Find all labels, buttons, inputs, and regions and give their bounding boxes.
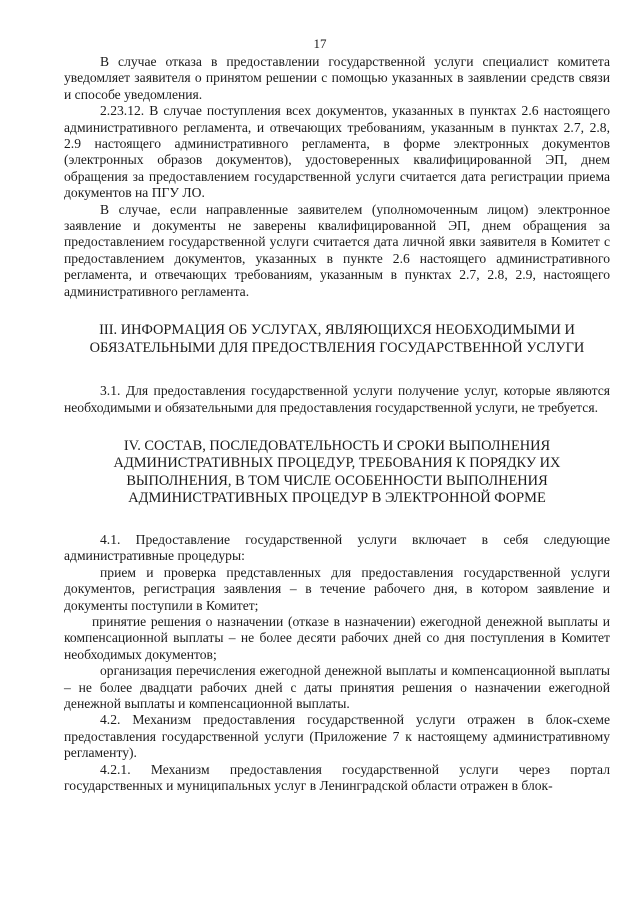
list-item-procedure-reception: прием и проверка представленных для предоставления государственной услуги документов, регистрация заявления – в течение рабочего дня, в котором заявление и документы поступили в Комитет;	[64, 564, 610, 613]
paragraph-4-2: 4.2. Механизм предоставления государственной услуги отражен в блок-схеме предоставления государственной услуги (Приложение 7 к настоящему административному регламенту).	[64, 712, 610, 761]
list-item-procedure-decision: принятие решения о назначении (отказе в назначении) ежегодной денежной выплаты и компенсационной выплаты – не более десяти рабочих дней со дня поступления в Комитет необходимых документов;	[64, 613, 610, 662]
paragraph-unsigned-documents: В случае, если направленные заявителем (уполномоченным лицом) электронное заявление и документы не заверены квалифицированной ЭП, днем обращения за предоставлением государственной услуги считается дата личной явки заявителя в Комитет с предоставлением документов, указанных в пункте 2.6 настоящего административного регламента, и отвечающих требованиям, указанным в пунктах 2.7, 2.8, 2.9, настоящего административного регламента.	[64, 201, 610, 299]
page-content	[64, 54, 610, 794]
paragraph-3-1: 3.1. Для предоставления государственной услуги получение услуг, которые являются необходимыми и обязательными для предоставления государственной услуги, не требуется.	[64, 383, 610, 415]
list-item-procedure-payment: организация перечисления ежегодной денежной выплаты и компенсационной выплаты – не более двадцати рабочих дней с даты принятия решения о назначении ежегодной денежной выплаты и компенсационной выплаты.	[64, 663, 610, 711]
paragraph-2-23-12: 2.23.12. В случае поступления всех документов, указанных в пунктах 2.6 настоящего административного регламента, и отвечающих требованиям, указанным в пунктах 2.7, 2.8, 2.9 настоящего административного регламента, в форме электронных документов (электронных образов документов), удостоверенных квалифицированной ЭП, днем обращения за предоставлением государственной услуги считается дата регистрации приема документов на ПГУ ЛО.	[64, 103, 610, 201]
section-4-heading: IV. СОСТАВ, ПОСЛЕДОВАТЕЛЬНОСТЬ И СРОКИ ВЫПОЛНЕНИЯ АДМИНИСТРАТИВНЫХ ПРОЦЕДУР, ТРЕБОВАНИЯ К ПОРЯДКУ ИХ ВЫПОЛНЕНИЯ, В ТОМ ЧИСЛЕ ОСОБЕННОСТИ ВЫПОЛНЕНИЯ АДМИНИСТРАТИВНЫХ ПРОЦЕДУР В ЭЛЕКТРОННОЙ ФОРМЕ	[113, 437, 561, 507]
section-3-heading: III. ИНФОРМАЦИЯ ОБ УСЛУГАХ, ЯВЛЯЮЩИХСЯ НЕОБХОДИМЫМИ И ОБЯЗАТЕЛЬНЫМИ ДЛЯ ПРЕДОСТВЛЕНИЯ ГОСУДАРСТВЕННОЙ УСЛУГИ	[89, 322, 585, 356]
page-number: 17	[313, 36, 327, 51]
paragraph-4-2-1: 4.2.1. Механизм предоставления государственной услуги через портал государственных и муниципальных услуг в Ленинградской области отражен в блок-	[64, 761, 610, 793]
paragraph-refusal-notice: В случае отказа в предоставлении государственной услуги специалист комитета уведомляет заявителя о принятом решении с помощью указанных в заявлении средств связи и способе уведомления.	[64, 54, 610, 102]
paragraph-4-1: 4.1. Предоставление государственной услуги включает в себя следующие административные процедуры:	[64, 531, 610, 564]
